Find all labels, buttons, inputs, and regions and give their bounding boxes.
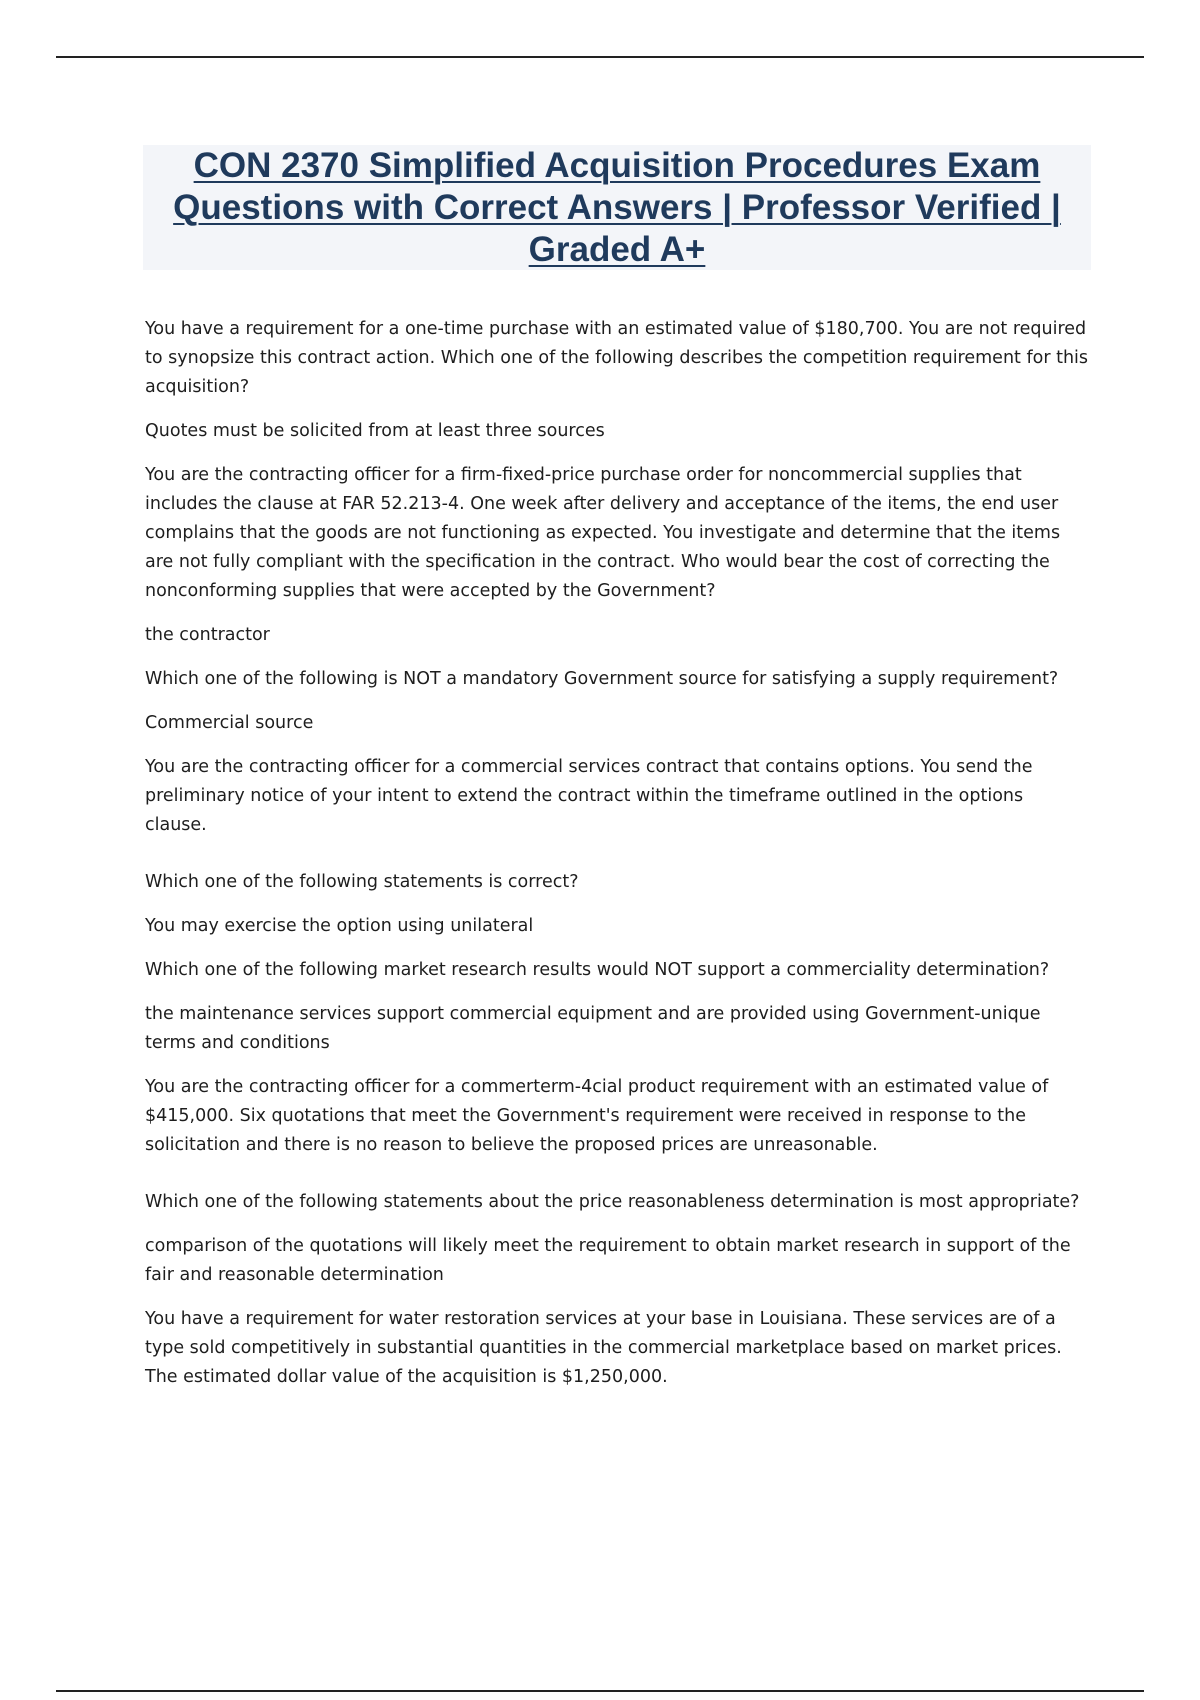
question-paragraph: Which one of the following market research results would NOT support a commerciality determination? xyxy=(145,960,1050,980)
question-paragraph: You are the contracting officer for a commerterm-4cial product requirement with an estimated value of $415,000. Six quotations that meet the Government's requirement were received in response to the solicitation and there is no reason to believe the proposed prices are unreasonable. xyxy=(145,1077,1049,1155)
answer-paragraph: You may exercise the option using unilateral xyxy=(145,916,534,936)
answer-paragraph: Quotes must be solicited from at least three sources xyxy=(145,421,605,441)
answer-paragraph: comparison of the quotations will likely meet the requirement to obtain market research in support of the fair and reasonable determination xyxy=(145,1236,1071,1285)
question-paragraph: You have a requirement for water restoration services at your base in Louisiana. These services are of a type sold competitively in substantial quantities in the commercial marketplace based on market prices. The estimated dollar value of the acquisition is $1,250,000. xyxy=(145,1309,1062,1387)
top-divider xyxy=(56,56,1144,58)
question-paragraph: You are the contracting officer for a commercial services contract that contains options. You send the preliminary notice of your intent to extend the contract within the timeframe outlined in the options clause. xyxy=(145,757,1033,835)
answer-paragraph: Commercial source xyxy=(145,713,314,733)
answer-paragraph: the maintenance services support commercial equipment and are provided using Government-unique terms and conditions xyxy=(145,1004,1041,1053)
question-paragraph: You are the contracting officer for a firm-fixed-price purchase order for noncommercial supplies that includes the clause at FAR 52.213-4. One week after delivery and acceptance of the items, the end user complains that the goods are not functioning as expected. You investigate and determine that the items are not fully compliant with the specification in the contract. Who would bear the cost of correcting the nonconforming supplies that were accepted by the Government? xyxy=(145,465,1061,601)
question-paragraph: Which one of the following statements is correct? xyxy=(145,872,579,892)
title-banner xyxy=(143,145,1091,270)
document-body xyxy=(145,315,1090,1407)
question-paragraph: Which one of the following is NOT a mandatory Government source for satisfying a supply requirement? xyxy=(145,669,1059,689)
question-paragraph: Which one of the following statements about the price reasonableness determination is most appropriate? xyxy=(145,1192,1080,1212)
answer-paragraph: the contractor xyxy=(145,625,270,645)
question-paragraph: You have a requirement for a one-time purchase with an estimated value of $180,700. You are not required to synopsize this contract action. Which one of the following describes the competition requirement for this acquisition? xyxy=(145,319,1089,397)
document-title: CON 2370 Simplified Acquisition Procedures Exam Questions with Correct Answers | Professor Verified | Graded A+ xyxy=(173,145,1061,269)
bottom-divider xyxy=(56,1690,1144,1692)
